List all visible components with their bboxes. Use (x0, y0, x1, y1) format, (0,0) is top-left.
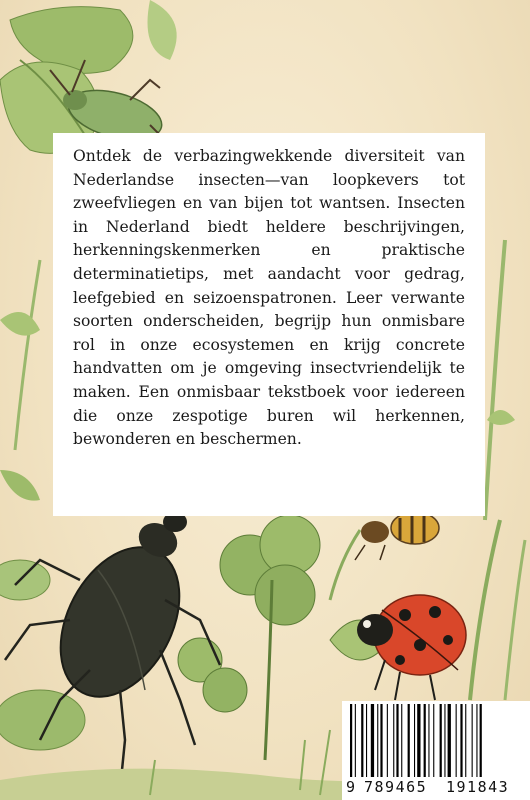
barcode-bar (440, 704, 442, 777)
barcode-bar (460, 704, 462, 777)
barcode-bar (417, 704, 420, 777)
barcode-bar (366, 704, 367, 777)
barcode-bar (377, 704, 378, 777)
barcode-bar (393, 704, 394, 777)
barcode-bar (448, 704, 451, 777)
bee-icon (355, 512, 439, 560)
barcode-bar (465, 704, 466, 777)
isbn-digits (342, 776, 530, 798)
barcode-bar (380, 704, 382, 777)
barcode-bar (401, 704, 402, 777)
isbn-barcode (342, 701, 530, 800)
barcode-bar (476, 704, 477, 777)
barcode-bars (348, 704, 524, 777)
barcode-bar (444, 704, 445, 777)
isbn-right-group: 191843 (446, 778, 510, 796)
barcode-bar (414, 704, 415, 777)
barcode-bar (396, 704, 398, 777)
barcode-bar (355, 704, 356, 777)
barcode-bar (456, 704, 457, 777)
barcode-bar (480, 704, 482, 777)
back-cover-blurb (53, 133, 485, 516)
barcode-bar (433, 704, 434, 777)
blurb-text: Ontdek de verbazingwekkende diversiteit van Nederlandse insecten—van loopkevers tot zweefvliegen en van bijen tot wantsen. Insecten in Nederland biedt heldere beschrijvingen, herkenningskenmerken en praktische determinatietips, met aandacht voor gedrag, leefgebied en seizoenspatronen. Leer verwante soorten onderscheiden, begrijp hun onmisbare rol in onze ecosystemen en krijg concrete handvatten om je omgeving insectvriendelijk te maken. Een onmisbaar tekstboek voor iedereen die onze zespotige buren wil herkennen, bewonderen en beschermen. (73, 147, 465, 449)
barcode-bar (361, 704, 363, 777)
barcode-bar (428, 704, 429, 777)
barcode-bar (424, 704, 426, 777)
isbn-first-digit: 9 (346, 778, 356, 796)
barcode-bar (472, 704, 473, 777)
barcode-bar (408, 704, 410, 777)
barcode-bar (387, 704, 388, 777)
barcode-bar (350, 704, 352, 777)
barcode-bar (371, 704, 374, 777)
isbn-left-group: 789465 (364, 778, 428, 796)
